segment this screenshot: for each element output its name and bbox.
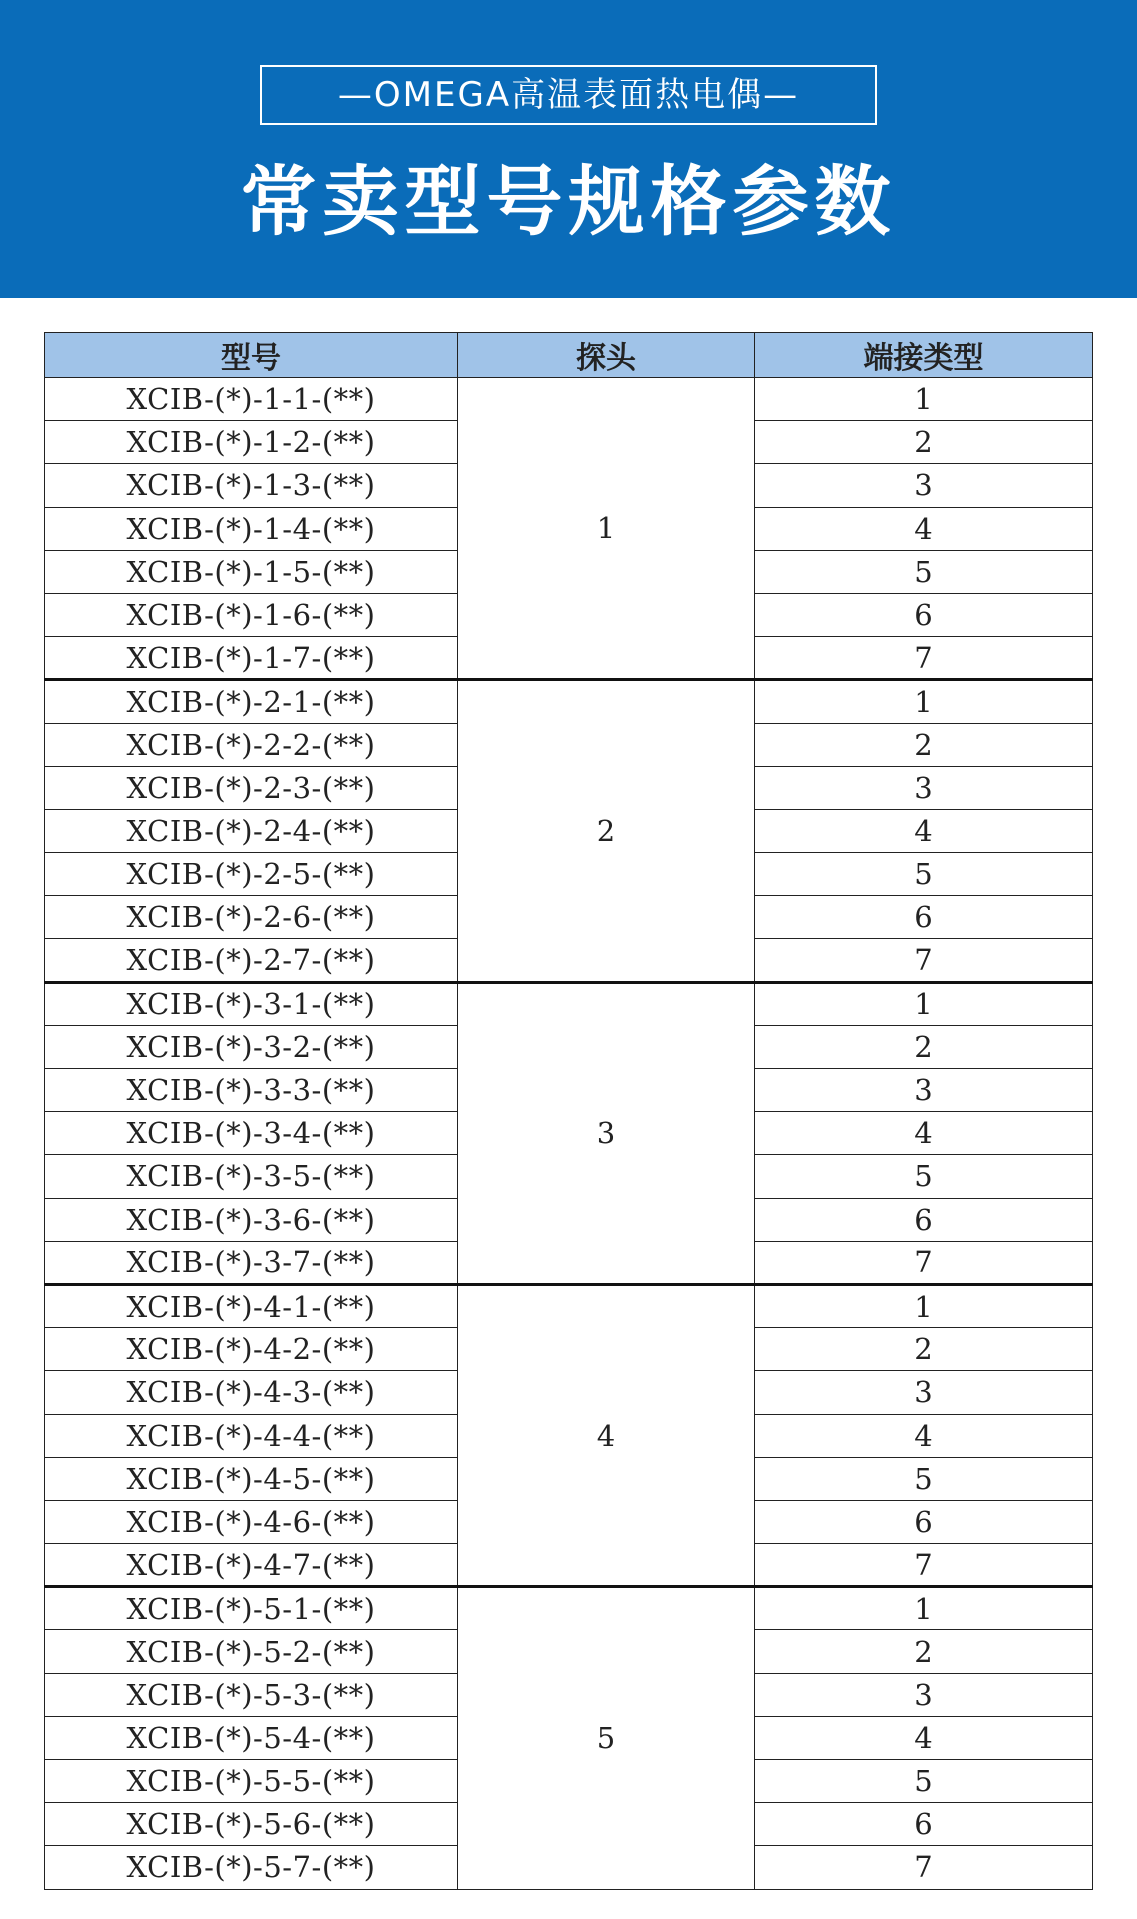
model-cell: XCIB-(*)-3-4-(**) — [45, 1112, 458, 1155]
table-row — [45, 680, 1093, 723]
model-cell: XCIB-(*)-2-2-(**) — [45, 723, 458, 766]
termination-cell: 3 — [755, 1371, 1093, 1414]
termination-cell: 1 — [755, 1587, 1093, 1630]
model-cell: XCIB-(*)-3-5-(**) — [45, 1155, 458, 1198]
model-cell: XCIB-(*)-2-5-(**) — [45, 853, 458, 896]
model-cell: XCIB-(*)-5-6-(**) — [45, 1803, 458, 1846]
termination-cell: 3 — [755, 1069, 1093, 1112]
spec-table — [44, 332, 1093, 1890]
termination-cell: 6 — [755, 1803, 1093, 1846]
termination-cell: 2 — [755, 1328, 1093, 1371]
model-cell: XCIB-(*)-1-5-(**) — [45, 550, 458, 593]
termination-cell: 5 — [755, 1155, 1093, 1198]
probe-cell: 4 — [458, 1284, 755, 1586]
column-header-termination: 端接类型 — [755, 333, 1093, 378]
termination-cell: 7 — [755, 1544, 1093, 1587]
table-header-row — [45, 333, 1093, 378]
termination-cell: 4 — [755, 809, 1093, 852]
termination-cell: 2 — [755, 421, 1093, 464]
banner-subtitle: —OMEGA高温表面热电偶— — [260, 65, 877, 125]
probe-cell: 3 — [458, 982, 755, 1284]
termination-cell: 5 — [755, 1760, 1093, 1803]
header-banner — [0, 0, 1137, 298]
table-row — [45, 982, 1093, 1025]
termination-cell: 2 — [755, 1025, 1093, 1068]
model-cell: XCIB-(*)-2-4-(**) — [45, 809, 458, 852]
termination-cell: 6 — [755, 896, 1093, 939]
termination-cell: 6 — [755, 1500, 1093, 1543]
model-cell: XCIB-(*)-5-7-(**) — [45, 1846, 458, 1889]
probe-cell: 1 — [458, 378, 755, 680]
model-cell: XCIB-(*)-3-7-(**) — [45, 1241, 458, 1284]
model-cell: XCIB-(*)-5-3-(**) — [45, 1673, 458, 1716]
probe-cell: 2 — [458, 680, 755, 982]
model-cell: XCIB-(*)-2-1-(**) — [45, 680, 458, 723]
model-cell: XCIB-(*)-4-5-(**) — [45, 1457, 458, 1500]
page-title: 常卖型号规格参数 — [240, 157, 897, 246]
model-cell: XCIB-(*)-3-1-(**) — [45, 982, 458, 1025]
model-cell: XCIB-(*)-1-7-(**) — [45, 637, 458, 680]
termination-cell: 3 — [755, 464, 1093, 507]
table-row — [45, 1587, 1093, 1630]
termination-cell: 1 — [755, 1284, 1093, 1327]
termination-cell: 2 — [755, 723, 1093, 766]
model-cell: XCIB-(*)-4-6-(**) — [45, 1500, 458, 1543]
model-cell: XCIB-(*)-2-3-(**) — [45, 766, 458, 809]
termination-cell: 4 — [755, 507, 1093, 550]
table-row — [45, 1284, 1093, 1327]
model-cell: XCIB-(*)-2-7-(**) — [45, 939, 458, 982]
model-cell: XCIB-(*)-5-1-(**) — [45, 1587, 458, 1630]
model-cell: XCIB-(*)-1-4-(**) — [45, 507, 458, 550]
termination-cell: 7 — [755, 1846, 1093, 1889]
termination-cell: 5 — [755, 550, 1093, 593]
model-cell: XCIB-(*)-2-6-(**) — [45, 896, 458, 939]
model-cell: XCIB-(*)-4-3-(**) — [45, 1371, 458, 1414]
termination-cell: 1 — [755, 378, 1093, 421]
model-cell: XCIB-(*)-5-4-(**) — [45, 1716, 458, 1759]
column-header-model: 型号 — [45, 333, 458, 378]
model-cell: XCIB-(*)-1-2-(**) — [45, 421, 458, 464]
model-cell: XCIB-(*)-3-6-(**) — [45, 1198, 458, 1241]
termination-cell: 6 — [755, 593, 1093, 636]
probe-cell: 5 — [458, 1587, 755, 1889]
termination-cell: 1 — [755, 982, 1093, 1025]
termination-cell: 3 — [755, 766, 1093, 809]
termination-cell: 6 — [755, 1198, 1093, 1241]
model-cell: XCIB-(*)-3-3-(**) — [45, 1069, 458, 1112]
model-cell: XCIB-(*)-5-5-(**) — [45, 1760, 458, 1803]
termination-cell: 4 — [755, 1716, 1093, 1759]
termination-cell: 7 — [755, 637, 1093, 680]
model-cell: XCIB-(*)-1-3-(**) — [45, 464, 458, 507]
model-cell: XCIB-(*)-1-6-(**) — [45, 593, 458, 636]
model-cell: XCIB-(*)-4-4-(**) — [45, 1414, 458, 1457]
column-header-probe: 探头 — [458, 333, 755, 378]
termination-cell: 2 — [755, 1630, 1093, 1673]
termination-cell: 5 — [755, 1457, 1093, 1500]
termination-cell: 7 — [755, 939, 1093, 982]
model-cell: XCIB-(*)-4-2-(**) — [45, 1328, 458, 1371]
table-row — [45, 378, 1093, 421]
termination-cell: 7 — [755, 1241, 1093, 1284]
model-cell: XCIB-(*)-4-1-(**) — [45, 1284, 458, 1327]
model-cell: XCIB-(*)-5-2-(**) — [45, 1630, 458, 1673]
model-cell: XCIB-(*)-3-2-(**) — [45, 1025, 458, 1068]
termination-cell: 4 — [755, 1414, 1093, 1457]
model-cell: XCIB-(*)-1-1-(**) — [45, 378, 458, 421]
table-body — [45, 378, 1093, 1890]
termination-cell: 5 — [755, 853, 1093, 896]
termination-cell: 4 — [755, 1112, 1093, 1155]
termination-cell: 3 — [755, 1673, 1093, 1716]
model-cell: XCIB-(*)-4-7-(**) — [45, 1544, 458, 1587]
termination-cell: 1 — [755, 680, 1093, 723]
